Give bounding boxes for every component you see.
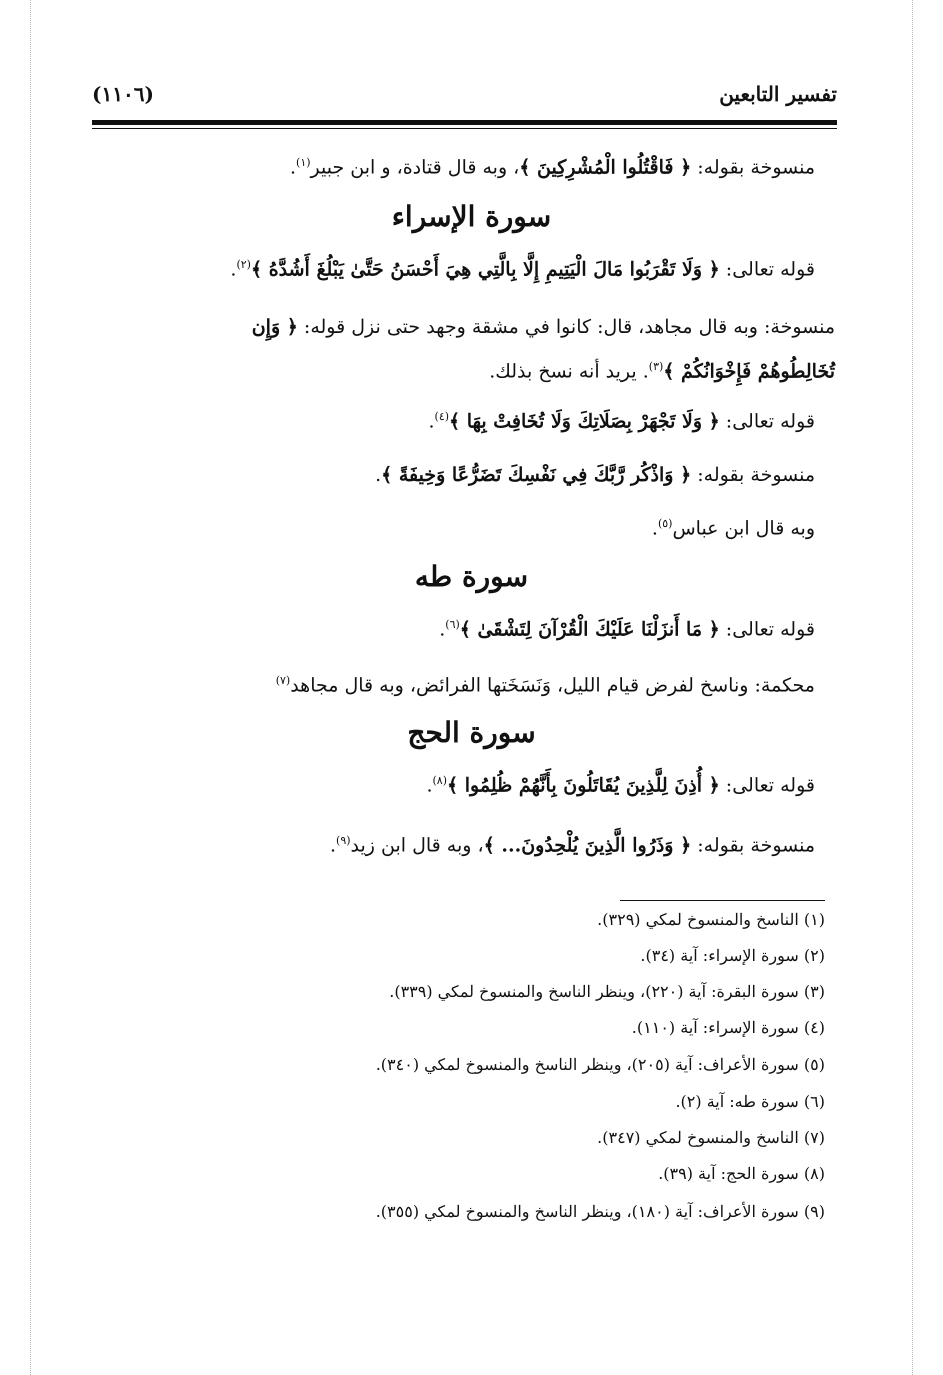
text-line (330, 834, 815, 857)
line-text: منسوخة بقوله: (691, 156, 815, 179)
quran-verse: ﴿ وَلَا تَجْهَرْ بِصَلَاتِكَ وَلَا تُخَافِتْ بِهَا ﴾ (449, 410, 720, 433)
header-rule-thick (92, 120, 837, 125)
footnote-ref: (٤) (434, 410, 450, 423)
line-text: . (651, 517, 658, 540)
line-text: . (375, 464, 382, 486)
surah-heading-isra: سورة الإسراء (391, 200, 552, 233)
footnote-ref: (٦) (445, 618, 460, 631)
footnote-item: (٧) الناسخ والمنسوخ لمكي (٣٤٧). (597, 1128, 825, 1147)
footnote-ref: (٢) (236, 258, 251, 271)
footnote-item: (٣) سورة البقرة: آية (٢٢٠)، وينظر الناسخ والمنسوخ لمكي (٣٣٩). (389, 982, 825, 1001)
line-text: . يريد أنه نسخ بذلك. (489, 360, 649, 383)
footnote-item: (١) الناسخ والمنسوخ لمكي (٣٢٩). (597, 910, 825, 929)
running-title: تفسير التابعين (719, 82, 837, 106)
line-text: قوله تعالى: (719, 618, 815, 641)
footnote-item: (٨) سورة الحج: آية (٣٩). (658, 1164, 825, 1183)
text-line (290, 156, 815, 179)
line-text: قوله تعالى: (719, 258, 815, 281)
page-number: (١١٠٦) (92, 82, 154, 106)
text-line (428, 410, 815, 433)
footnote-ref: (٣) (648, 360, 664, 373)
quran-verse: ﴿ وَاذْكُر رَّبَّكَ فِي نَفْسِكَ تَضَرُّعًا وَخِيفَةً ﴾ (381, 464, 692, 486)
text-line (439, 618, 815, 641)
footnote-ref: (١) (296, 156, 311, 169)
line-text: . (428, 410, 435, 433)
surah-heading-taha: سورة طه (414, 560, 529, 593)
line-text: قوله تعالى: (719, 410, 815, 433)
footnote-item: (٤) سورة الإسراء: آية (١١٠). (631, 1018, 825, 1037)
footnote-ref: (٩) (336, 834, 351, 847)
line-text: قوله تعالى: (719, 774, 815, 797)
text-line (252, 316, 835, 339)
line-text: . (439, 618, 446, 641)
page-header (92, 82, 837, 118)
footnote-item: (٦) سورة طه: آية (٢). (675, 1092, 825, 1111)
text-line (230, 258, 815, 281)
line-text: منسوخة: وبه قال مجاهد، قال: كانوا في مشقة وجهد حتى نزل قوله: (297, 316, 835, 338)
quran-verse: ﴿ فَاقْتُلُوا الْمُشْرِكِينَ ﴾ (519, 156, 692, 179)
quran-verse: ﴿ وَإِن (251, 316, 298, 338)
line-text: منسوخة بقوله: (691, 834, 815, 857)
text-line (489, 360, 835, 383)
text-line (375, 464, 815, 487)
text-line (276, 674, 815, 697)
line-text: وبه قال ابن عباس (672, 517, 815, 540)
quran-verse: تُخَالِطُوهُمْ فَإِخْوَانُكُمْ ﴾ (663, 360, 835, 383)
line-text: ، وبه قال ابن زيد (350, 834, 484, 857)
text-line (426, 774, 815, 797)
line-text: . (426, 774, 433, 797)
quran-verse: ﴿ مَا أَنزَلْنَا عَلَيْكَ الْقُرْآنَ لِتَشْقَىٰ ﴾ (459, 618, 720, 641)
surah-heading-hajj: سورة الحج (407, 716, 536, 749)
header-rule-thin (92, 128, 837, 129)
line-text: . (230, 258, 237, 281)
quran-verse: ﴿ وَلَا تَقْرَبُوا مَالَ الْيَتِيمِ إِلَّا بِالَّتِي هِيَ أَحْسَنُ حَتَّىٰ يَبْلُغَ أَشُدَّهُ ﴾ (250, 258, 720, 281)
footnote-ref: (٨) (432, 774, 448, 787)
text-line (652, 517, 815, 540)
quran-verse: ﴿ وَذَرُوا الَّذِينَ يُلْحِدُونَ... ﴾ (483, 834, 692, 857)
line-text: محكمة: وناسخ لفرض قيام الليل، وَنَسَخَتها الفرائض، وبه قال مجاهد (290, 674, 815, 697)
line-text: ، وبه قال قتادة، و ابن جبير (310, 156, 520, 179)
footnote-item: (٥) سورة الأعراف: آية (٢٠٥)، وينظر الناسخ والمنسوخ لمكي (٣٤٠). (375, 1055, 825, 1074)
quran-verse: ﴿ أُذِنَ لِلَّذِينَ يُقَاتَلُونَ بِأَنَّهُمْ ظُلِمُوا ﴾ (447, 774, 720, 797)
footnote-separator (620, 900, 825, 901)
footnote-ref: (٧) (275, 674, 291, 687)
line-text: . (289, 156, 297, 179)
line-text: . (329, 834, 337, 857)
footnote-item: (٩) سورة الأعراف: آية (١٨٠)، وينظر الناسخ والمنسوخ لمكي (٣٥٥). (375, 1202, 825, 1221)
line-text: منسوخة بقوله: (691, 464, 815, 486)
footnote-item: (٢) سورة الإسراء: آية (٣٤). (640, 946, 825, 965)
footnote-ref: (٥) (657, 517, 673, 530)
